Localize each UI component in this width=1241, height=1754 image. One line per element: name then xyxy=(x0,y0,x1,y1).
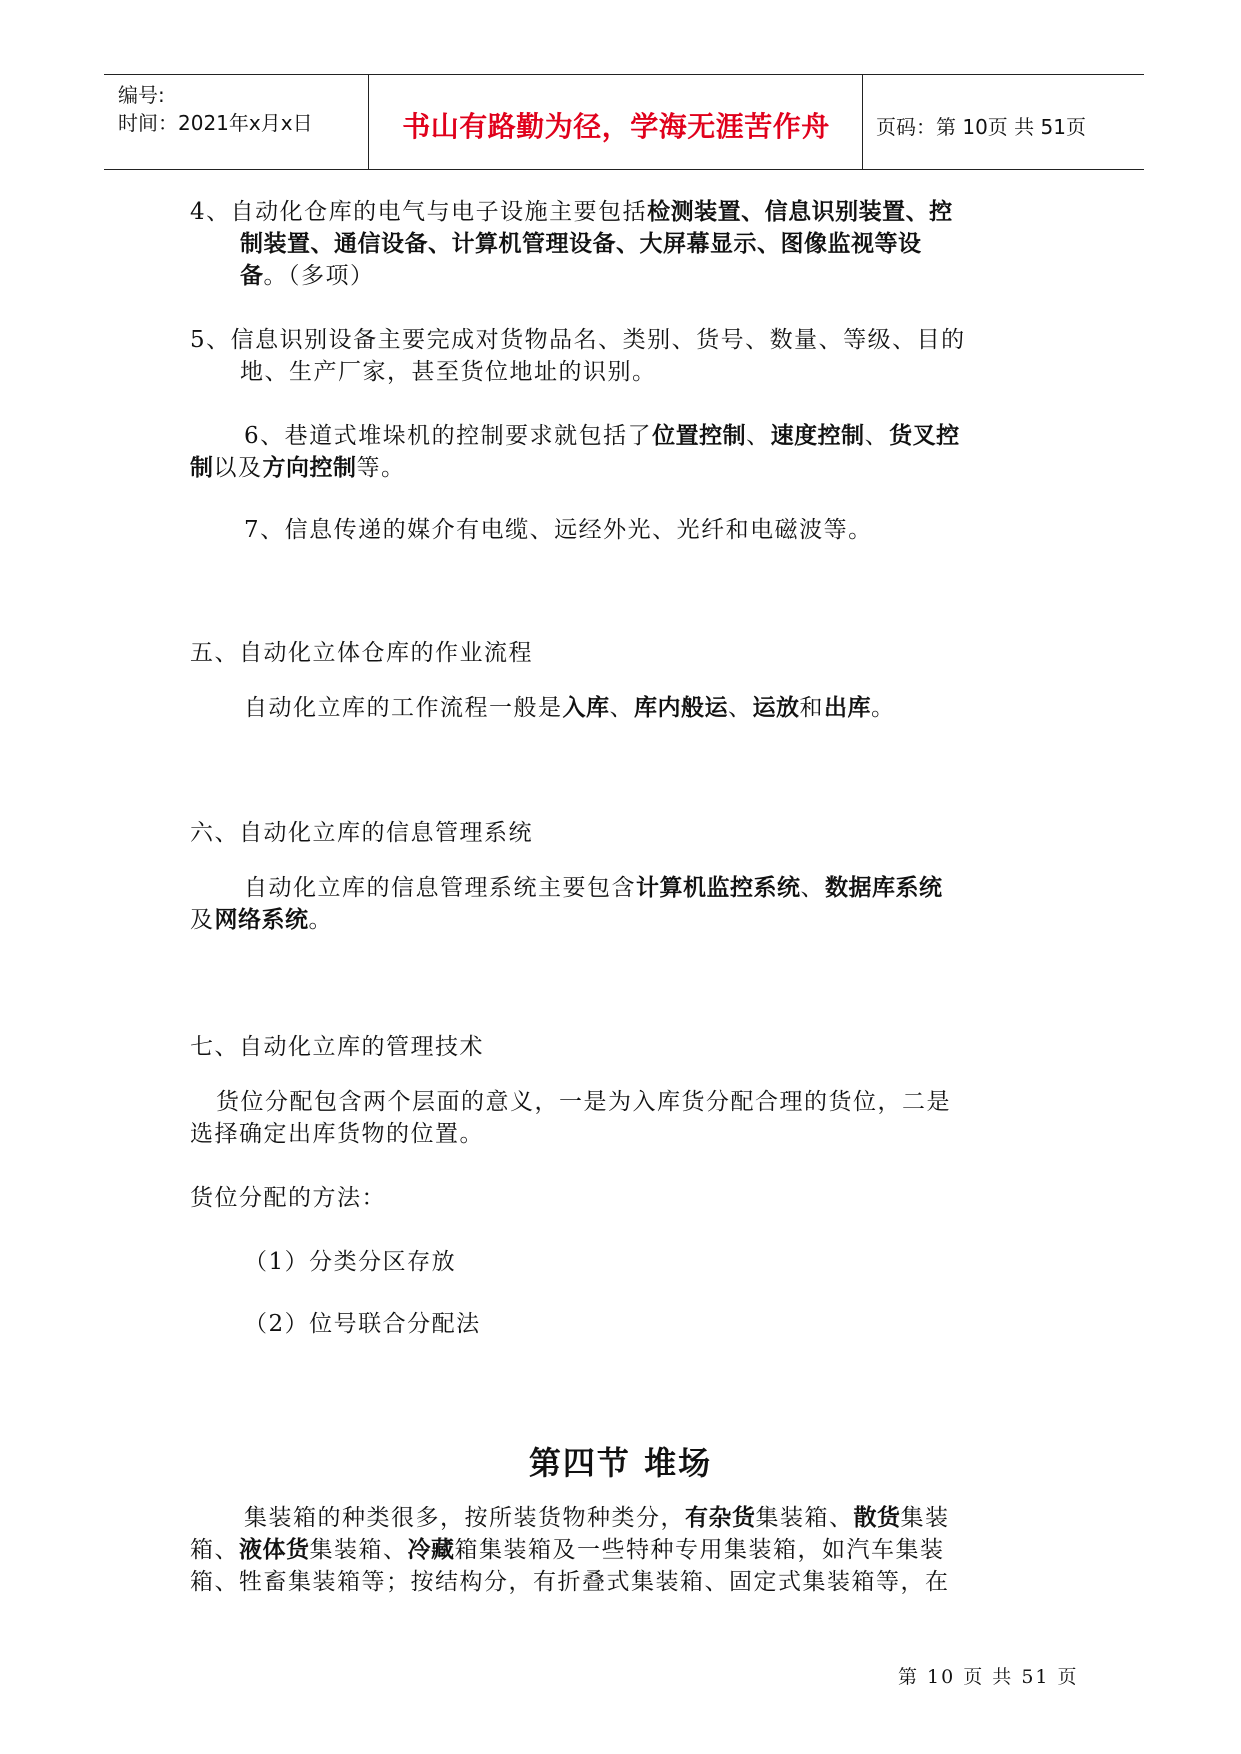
header-motto: 书山有路勤为径，学海无涯苦作舟 xyxy=(402,110,830,143)
section6-bold: 计算机监控系统 xyxy=(636,875,801,901)
item6-bold: 制 xyxy=(190,455,214,481)
last-text: 集装箱、 xyxy=(309,1537,408,1563)
header-page-number: 页码：第 10页 共 51页 xyxy=(876,115,1086,139)
section7-p1-line1: 货位分配包含两个层面的意义，一是为入库货分配合理的货位，二是 xyxy=(216,1089,951,1115)
method-item-1: （1）分类分区存放 xyxy=(244,1249,457,1275)
section5-sep: 。 xyxy=(871,695,896,721)
section5-sep: 、 xyxy=(609,695,634,721)
item6-text: 以及 xyxy=(213,455,263,481)
method-item-2: （2）位号联合分配法 xyxy=(244,1311,481,1337)
section5-bold: 库内般运 xyxy=(634,695,728,721)
item6-sep: 、 xyxy=(746,423,771,449)
page-header xyxy=(104,74,1144,170)
section7-heading: 七、自动化立库的管理技术 xyxy=(190,1034,484,1060)
header-page-cell xyxy=(864,75,1144,169)
item6-line1 xyxy=(244,420,960,452)
last-line3: 箱、牲畜集装箱等；按结构分，有折叠式集装箱、固定式集装箱等，在 xyxy=(190,1569,950,1595)
item4-line2 xyxy=(240,228,922,260)
section6-sep: 、 xyxy=(800,875,825,901)
section6-heading: 六、自动化立库的信息管理系统 xyxy=(190,820,533,846)
item6-line2 xyxy=(190,452,406,484)
last-bold: 液体货 xyxy=(239,1537,310,1563)
document-time-label: 时间：2021年x月x日 xyxy=(118,111,313,135)
item6-bold: 位置控制 xyxy=(652,423,747,449)
section-title: 第四节 堆场 xyxy=(528,1444,713,1482)
section6-sep: 。 xyxy=(308,907,333,933)
last-bold: 有杂货 xyxy=(685,1505,756,1531)
item4-line1 xyxy=(190,196,953,228)
document-id-label: 编号: xyxy=(118,83,165,107)
item6-bold: 速度控制 xyxy=(770,423,865,449)
section6-bold: 数据库系统 xyxy=(825,875,943,901)
item5-line1: 5、信息识别设备主要完成对货物品名、类别、货号、数量、等级、目的 xyxy=(190,327,966,353)
section5-bold: 入库 xyxy=(562,695,610,721)
header-motto-cell xyxy=(370,75,863,169)
item4-line3 xyxy=(240,260,375,292)
item6-text: 6、巷道式堆垛机的控制要求就包括了 xyxy=(244,423,653,449)
section5-text: 自动化立库的工作流程一般是 xyxy=(244,695,563,721)
header-info-cell xyxy=(104,75,369,169)
section5-heading: 五、自动化立体仓库的作业流程 xyxy=(190,640,533,666)
item7-line: 7、信息传递的媒介有电缆、远经外光、光纤和电磁波等。 xyxy=(244,517,873,543)
item4-bold: 备 xyxy=(240,263,264,289)
item4-text: 。（多项） xyxy=(263,263,375,289)
section6-line1 xyxy=(244,872,943,904)
section6-text: 及 xyxy=(190,907,215,933)
section7-p2: 货位分配的方法： xyxy=(190,1185,386,1211)
section5-sep: 、 xyxy=(728,695,753,721)
section6-text: 自动化立库的信息管理系统主要包含 xyxy=(244,875,636,901)
last-text: 集装箱的种类很多，按所装货物种类分， xyxy=(244,1505,685,1531)
last-line2 xyxy=(190,1534,945,1566)
section5-bold: 运放 xyxy=(752,695,800,721)
section6-bold: 网络系统 xyxy=(214,907,309,933)
last-text: 集装箱、 xyxy=(755,1505,854,1531)
item6-bold: 方向控制 xyxy=(262,455,357,481)
page-footer: 第 10 页 共 51 页 xyxy=(898,1666,1079,1688)
last-text: 箱、 xyxy=(190,1537,239,1563)
last-bold: 散货 xyxy=(853,1505,901,1531)
section5-paragraph xyxy=(244,692,896,724)
section7-p1-line2: 选择确定出库货物的位置。 xyxy=(190,1121,484,1147)
last-bold: 冷藏 xyxy=(407,1537,455,1563)
item4-bold: 制装置、通信设备、计算机管理设备、大屏幕显示、图像监视等设 xyxy=(240,231,922,257)
last-text: 集装 xyxy=(900,1505,950,1531)
section5-sep: 和 xyxy=(799,695,824,721)
item4-bold: 检测装置、信息识别装置、控 xyxy=(647,199,953,225)
last-line1 xyxy=(244,1502,950,1534)
item6-text: 等。 xyxy=(356,455,406,481)
section6-line2 xyxy=(190,904,333,936)
item4-text: 4、自动化仓库的电气与电子设施主要包括 xyxy=(190,199,648,225)
item6-bold: 货叉控 xyxy=(889,423,960,449)
section5-bold: 出库 xyxy=(824,695,871,721)
item6-sep: 、 xyxy=(864,423,890,449)
item5-line2: 地、生产厂家，甚至货位地址的识别。 xyxy=(240,359,657,385)
last-text: 箱集装箱及一些特种专用集装箱，如汽车集装 xyxy=(454,1537,945,1563)
